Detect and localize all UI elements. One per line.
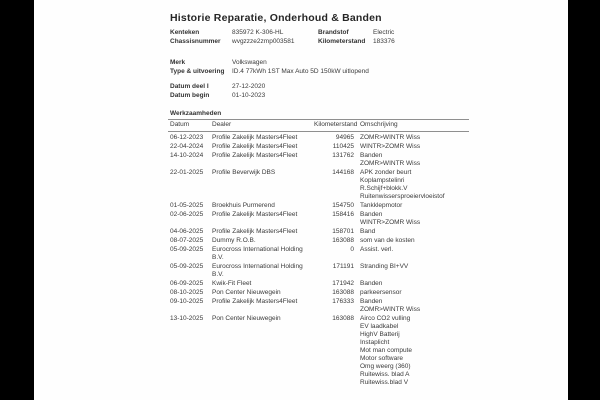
row-dealer: Eurocross International Holding B.V.: [212, 263, 303, 278]
kenteken-value: 835972 K-306-HL: [232, 29, 284, 36]
dates-section: [170, 82, 490, 100]
row-dealer: Dummy R.O.B.: [212, 237, 256, 244]
row-datum: 09-10-2025: [170, 298, 204, 305]
row-kilometerstand: 158416: [332, 211, 354, 218]
omschrijving-line: APK zonder beurt: [360, 169, 412, 176]
row-dealer: Kwik-Fit Fleet: [212, 280, 252, 287]
table-row: [170, 315, 469, 387]
kilometerstand-value: 183376: [373, 38, 395, 45]
table-row: [170, 152, 469, 168]
table-row: [170, 211, 469, 227]
row-kilometerstand: 94965: [335, 134, 354, 141]
merk-value: Volkswagen: [232, 59, 267, 66]
row-kilometerstand: 131762: [332, 152, 354, 159]
omschrijving-line: Koplampstelinri: [360, 177, 405, 184]
omschrijving-line: HighV Batterij: [360, 331, 400, 338]
table-row: [170, 237, 469, 245]
vehicle-id-section: [170, 28, 490, 46]
omschrijving-line: Banden: [360, 298, 383, 305]
kilometerstand-label: Kilometerstand: [318, 38, 366, 45]
omschrijving-line: Mot man compute: [360, 347, 413, 354]
right-black-bar: [568, 0, 600, 400]
omschrijving-line: parkeersensor: [360, 289, 402, 296]
omschrijving-line: ZOMR>WINTR Wiss: [360, 160, 421, 167]
row-datum: 22-04-2024: [170, 143, 204, 150]
table-row: [170, 298, 469, 314]
info-row: [170, 82, 490, 91]
brandstof-label: Brandstof: [318, 29, 349, 36]
table-row: [170, 246, 469, 262]
row-datum: 05-09-2025: [170, 263, 204, 270]
row-dealer: Broekhuis Purmerend: [212, 202, 275, 209]
row-kilometerstand: 163088: [332, 315, 354, 322]
omschrijving-line: Ruitewiss.blad V: [360, 379, 409, 386]
omschrijving-line: Instaplicht: [360, 339, 390, 346]
omschrijving-line: R.Schijf+blokk.V: [360, 185, 408, 192]
row-omschrijving: [360, 289, 469, 297]
row-datum: 05-09-2025: [170, 246, 204, 253]
row-datum: 08-07-2025: [170, 237, 204, 244]
omschrijving-line: Motor software: [360, 355, 403, 362]
info-row: [170, 28, 490, 37]
table-body: [168, 132, 469, 387]
left-black-bar: [0, 0, 34, 400]
table-row: [170, 169, 469, 201]
row-datum: 06-09-2025: [170, 280, 204, 287]
omschrijving-line: Banden: [360, 152, 383, 159]
row-kilometerstand: 154750: [332, 202, 354, 209]
omschrijving-line: Omg weerg (360): [360, 363, 411, 370]
row-kilometerstand: 158701: [332, 228, 354, 235]
row-kilometerstand: 110425: [332, 143, 354, 150]
omschrijving-line: WINTR>ZOMR Wiss: [360, 143, 421, 150]
row-omschrijving: [360, 211, 469, 227]
column-header-dealer: Dealer: [212, 121, 232, 128]
werkzaamheden-heading: Werkzaamheden: [170, 110, 222, 117]
row-omschrijving: [360, 246, 469, 254]
kenteken-label: Kenteken: [170, 29, 200, 36]
omschrijving-line: Tankklepmotor: [360, 202, 403, 209]
table-row: [170, 263, 469, 279]
werkzaamheden-table: [168, 119, 469, 388]
row-dealer: Profile Zakelijk Masters4Fleet: [212, 152, 298, 159]
omschrijving-line: Stranding BI+VV: [360, 263, 409, 270]
chassisnummer-label: Chassisnummer: [170, 38, 221, 45]
column-header-omschrijving: Omschrijving: [360, 121, 398, 128]
chassisnummer-value: wvgzzze2zmp003581: [232, 38, 295, 45]
omschrijving-line: som van de kosten: [360, 237, 415, 244]
row-omschrijving: [360, 134, 469, 142]
row-omschrijving: [360, 315, 469, 387]
row-omschrijving: [360, 298, 469, 314]
row-kilometerstand: 163088: [332, 289, 354, 296]
row-dealer: Pon Center Nieuwegein: [212, 289, 281, 296]
omschrijving-line: Band: [360, 228, 376, 235]
row-kilometerstand: 144168: [332, 169, 354, 176]
omschrijving-line: WINTR>ZOMR Wiss: [360, 219, 421, 226]
row-datum: 14-10-2024: [170, 152, 204, 159]
table-row: [170, 202, 469, 210]
row-omschrijving: [360, 169, 469, 201]
omschrijving-line: Airco CO2 vulling: [360, 315, 411, 322]
omschrijving-line: Banden: [360, 211, 383, 218]
row-dealer: Eurocross International Holding B.V.: [212, 246, 303, 261]
column-header-datum: Datum: [170, 121, 190, 128]
omschrijving-line: EV laadkabel: [360, 323, 399, 330]
merk-label: Merk: [170, 59, 186, 66]
row-dealer: Profile Zakelijk Masters4Fleet: [212, 143, 298, 150]
type-uitvoering-label: Type & uitvoering: [170, 68, 225, 75]
omschrijving-line: ZOMR>WINTR Wiss: [360, 134, 421, 141]
row-datum: 22-01-2025: [170, 169, 204, 176]
page-title: Historie Reparatie, Onderhoud & Banden: [170, 12, 382, 24]
info-row: [170, 58, 490, 67]
omschrijving-line: Assist. verl.: [360, 246, 394, 253]
omschrijving-line: Ruitewiss. blad A: [360, 371, 410, 378]
row-dealer: Profile Zakelijk Masters4Fleet: [212, 211, 298, 218]
brandstof-value: Electric: [373, 29, 395, 36]
row-kilometerstand: 163088: [332, 237, 354, 244]
row-dealer: Profile Beverwijk DBS: [212, 169, 276, 176]
row-omschrijving: [360, 237, 469, 245]
row-kilometerstand: 0: [350, 246, 354, 253]
info-row: [170, 37, 490, 46]
table-row: [170, 228, 469, 236]
row-datum: 08-10-2025: [170, 289, 204, 296]
row-dealer: Pon Center Nieuwegein: [212, 315, 281, 322]
row-dealer: Profile Zakelijk Masters4Fleet: [212, 134, 298, 141]
row-datum: 02-06-2025: [170, 211, 204, 218]
datum-deel-label: Datum deel I: [170, 83, 209, 90]
table-row: [170, 134, 469, 142]
row-datum: 04-06-2025: [170, 228, 204, 235]
row-datum: 01-05-2025: [170, 202, 204, 209]
omschrijving-line: Banden: [360, 280, 383, 287]
row-kilometerstand: 176333: [332, 298, 354, 305]
row-datum: 06-12-2023: [170, 134, 204, 141]
datum-begin-label: Datum begin: [170, 92, 210, 99]
document-page: [34, 0, 568, 400]
row-kilometerstand: 171191: [332, 263, 354, 270]
omschrijving-line: ZOMR>WINTR Wiss: [360, 306, 421, 313]
row-omschrijving: [360, 263, 469, 271]
datum-begin-value: 01-10-2023: [232, 92, 266, 99]
column-header-kilometerstand: Kilometerstand: [314, 121, 358, 128]
row-datum: 13-10-2025: [170, 315, 204, 322]
row-omschrijving: [360, 143, 469, 151]
table-header: [168, 119, 469, 132]
info-row: [170, 91, 490, 100]
table-row: [170, 289, 469, 297]
row-dealer: Profile Zakelijk Masters4Fleet: [212, 228, 298, 235]
omschrijving-line: Ruitenwissersproeiervloeistof: [360, 193, 445, 200]
row-dealer: Profile Zakelijk Masters4Fleet: [212, 298, 298, 305]
table-row: [170, 143, 469, 151]
row-kilometerstand: 171942: [332, 280, 354, 287]
type-uitvoering-value: ID.4 77kWh 1ST Max Auto 5D 150kW uitlopend: [232, 68, 369, 75]
table-row: [170, 280, 469, 288]
info-row: [170, 67, 490, 76]
row-omschrijving: [360, 280, 469, 288]
row-omschrijving: [360, 202, 469, 210]
vehicle-type-section: [170, 58, 490, 76]
row-omschrijving: [360, 228, 469, 236]
row-omschrijving: [360, 152, 469, 168]
datum-deel-value: 27-12-2020: [232, 83, 266, 90]
